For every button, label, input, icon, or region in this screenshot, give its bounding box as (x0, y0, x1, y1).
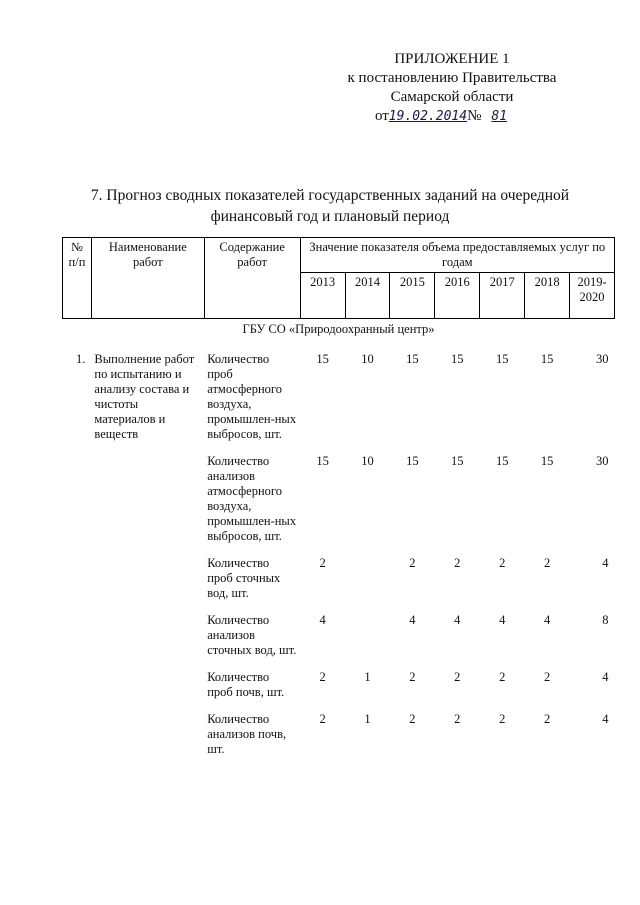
cell-value: 2 (454, 670, 461, 684)
row-content: Количество проб атмосферного воздуха, промышлен-ных выбросов, шт. (207, 352, 297, 441)
cell-value: 2 (499, 712, 506, 726)
cell-value (345, 613, 390, 658)
number-prefix: № (467, 108, 482, 124)
cell-value (345, 556, 390, 601)
appendix-line-1: к постановлению Правительства (347, 70, 557, 86)
organization-row (63, 319, 615, 345)
cell-value: 15 (316, 352, 329, 366)
header-row (63, 238, 615, 273)
cell-value: 2 (499, 670, 506, 684)
cell-value: 4 (454, 613, 461, 627)
table-row (63, 454, 615, 544)
cell-value: 15 (495, 454, 509, 468)
cell-value: 15 (495, 352, 509, 366)
header-year: 2016 (435, 273, 480, 319)
row-content: Количество анализов сточных вод, шт. (207, 613, 297, 657)
cell-value: 1 (364, 712, 371, 726)
cell-value: 2 (454, 712, 461, 726)
section-title: 7. Прогноз сводных показателей государственных заданий на очередной финансовый год и плановый период (90, 187, 570, 225)
cell-value: 4 (602, 670, 609, 684)
cell-value: 2 (543, 670, 551, 684)
header-year: 2019-2020 (570, 273, 615, 319)
table-row (63, 556, 615, 601)
cell-value: 10 (361, 454, 374, 468)
cell-value: 2 (409, 670, 416, 684)
cell-value: 4 (602, 712, 609, 726)
number-value: 81 (491, 109, 508, 124)
header-content: Содержание работ (204, 238, 300, 319)
cell-value: 2 (319, 670, 326, 684)
cell-value: 4 (602, 556, 609, 570)
cell-value: 2 (499, 556, 506, 570)
appendix-line-2: Самарской области (390, 89, 514, 105)
row-content: Количество анализов атмосферного воздуха, промышлен-ных выбросов, шт. (207, 454, 297, 543)
cell-value: 15 (540, 352, 554, 366)
work-number: 1. (76, 352, 86, 366)
date-value: 19.02.2014 (388, 109, 468, 124)
organization-name: ГБУ СО «Природоохранный центр» (242, 322, 435, 336)
table-row (63, 712, 615, 757)
cell-value: 8 (602, 613, 609, 627)
cell-value: 2 (543, 556, 551, 570)
cell-value: 15 (406, 454, 419, 468)
cell-value: 30 (596, 454, 609, 468)
header-year: 2017 (480, 273, 525, 319)
cell-value: 10 (361, 352, 374, 366)
cell-value: 15 (406, 352, 419, 366)
indicators-table (62, 237, 615, 757)
header-year: 2014 (345, 273, 390, 319)
appendix-block (322, 50, 582, 126)
work-name: Выполнение работ по испытанию и анализу состава и чистоты материалов и веществ (94, 352, 195, 441)
header-year: 2013 (300, 273, 345, 319)
row-content: Количество проб почв, шт. (207, 670, 285, 699)
cell-value: 4 (409, 613, 416, 627)
header-value-group: Значение показателя объема предоставляемых услуг по годам (300, 238, 614, 273)
table-row (63, 352, 615, 442)
header-name: Наименование работ (91, 238, 204, 319)
cell-value: 4 (319, 613, 326, 627)
cell-value: 15 (540, 454, 554, 468)
row-content: Количество анализов почв, шт. (207, 712, 287, 756)
appendix-title: ПРИЛОЖЕНИЕ 1 (394, 51, 510, 67)
header-year: 2018 (525, 273, 570, 319)
cell-value: 4 (543, 613, 551, 627)
appendix-date-line (322, 107, 582, 126)
cell-value: 15 (451, 454, 464, 468)
cell-value: 2 (319, 712, 326, 726)
table-row (63, 613, 615, 658)
cell-value: 2 (454, 556, 461, 570)
cell-value: 15 (316, 454, 329, 468)
cell-value: 2 (409, 712, 416, 726)
row-content: Количество проб сточных вод, шт. (207, 556, 281, 600)
cell-value: 1 (364, 670, 371, 684)
header-year: 2015 (390, 273, 435, 319)
cell-value: 4 (499, 613, 506, 627)
table-row (63, 670, 615, 700)
date-prefix: от (374, 108, 389, 124)
header-num: № п/п (63, 238, 92, 319)
cell-value: 2 (409, 556, 416, 570)
cell-value: 15 (451, 352, 464, 366)
cell-value: 2 (543, 712, 551, 726)
cell-value: 30 (596, 352, 609, 366)
cell-value: 2 (319, 556, 326, 570)
